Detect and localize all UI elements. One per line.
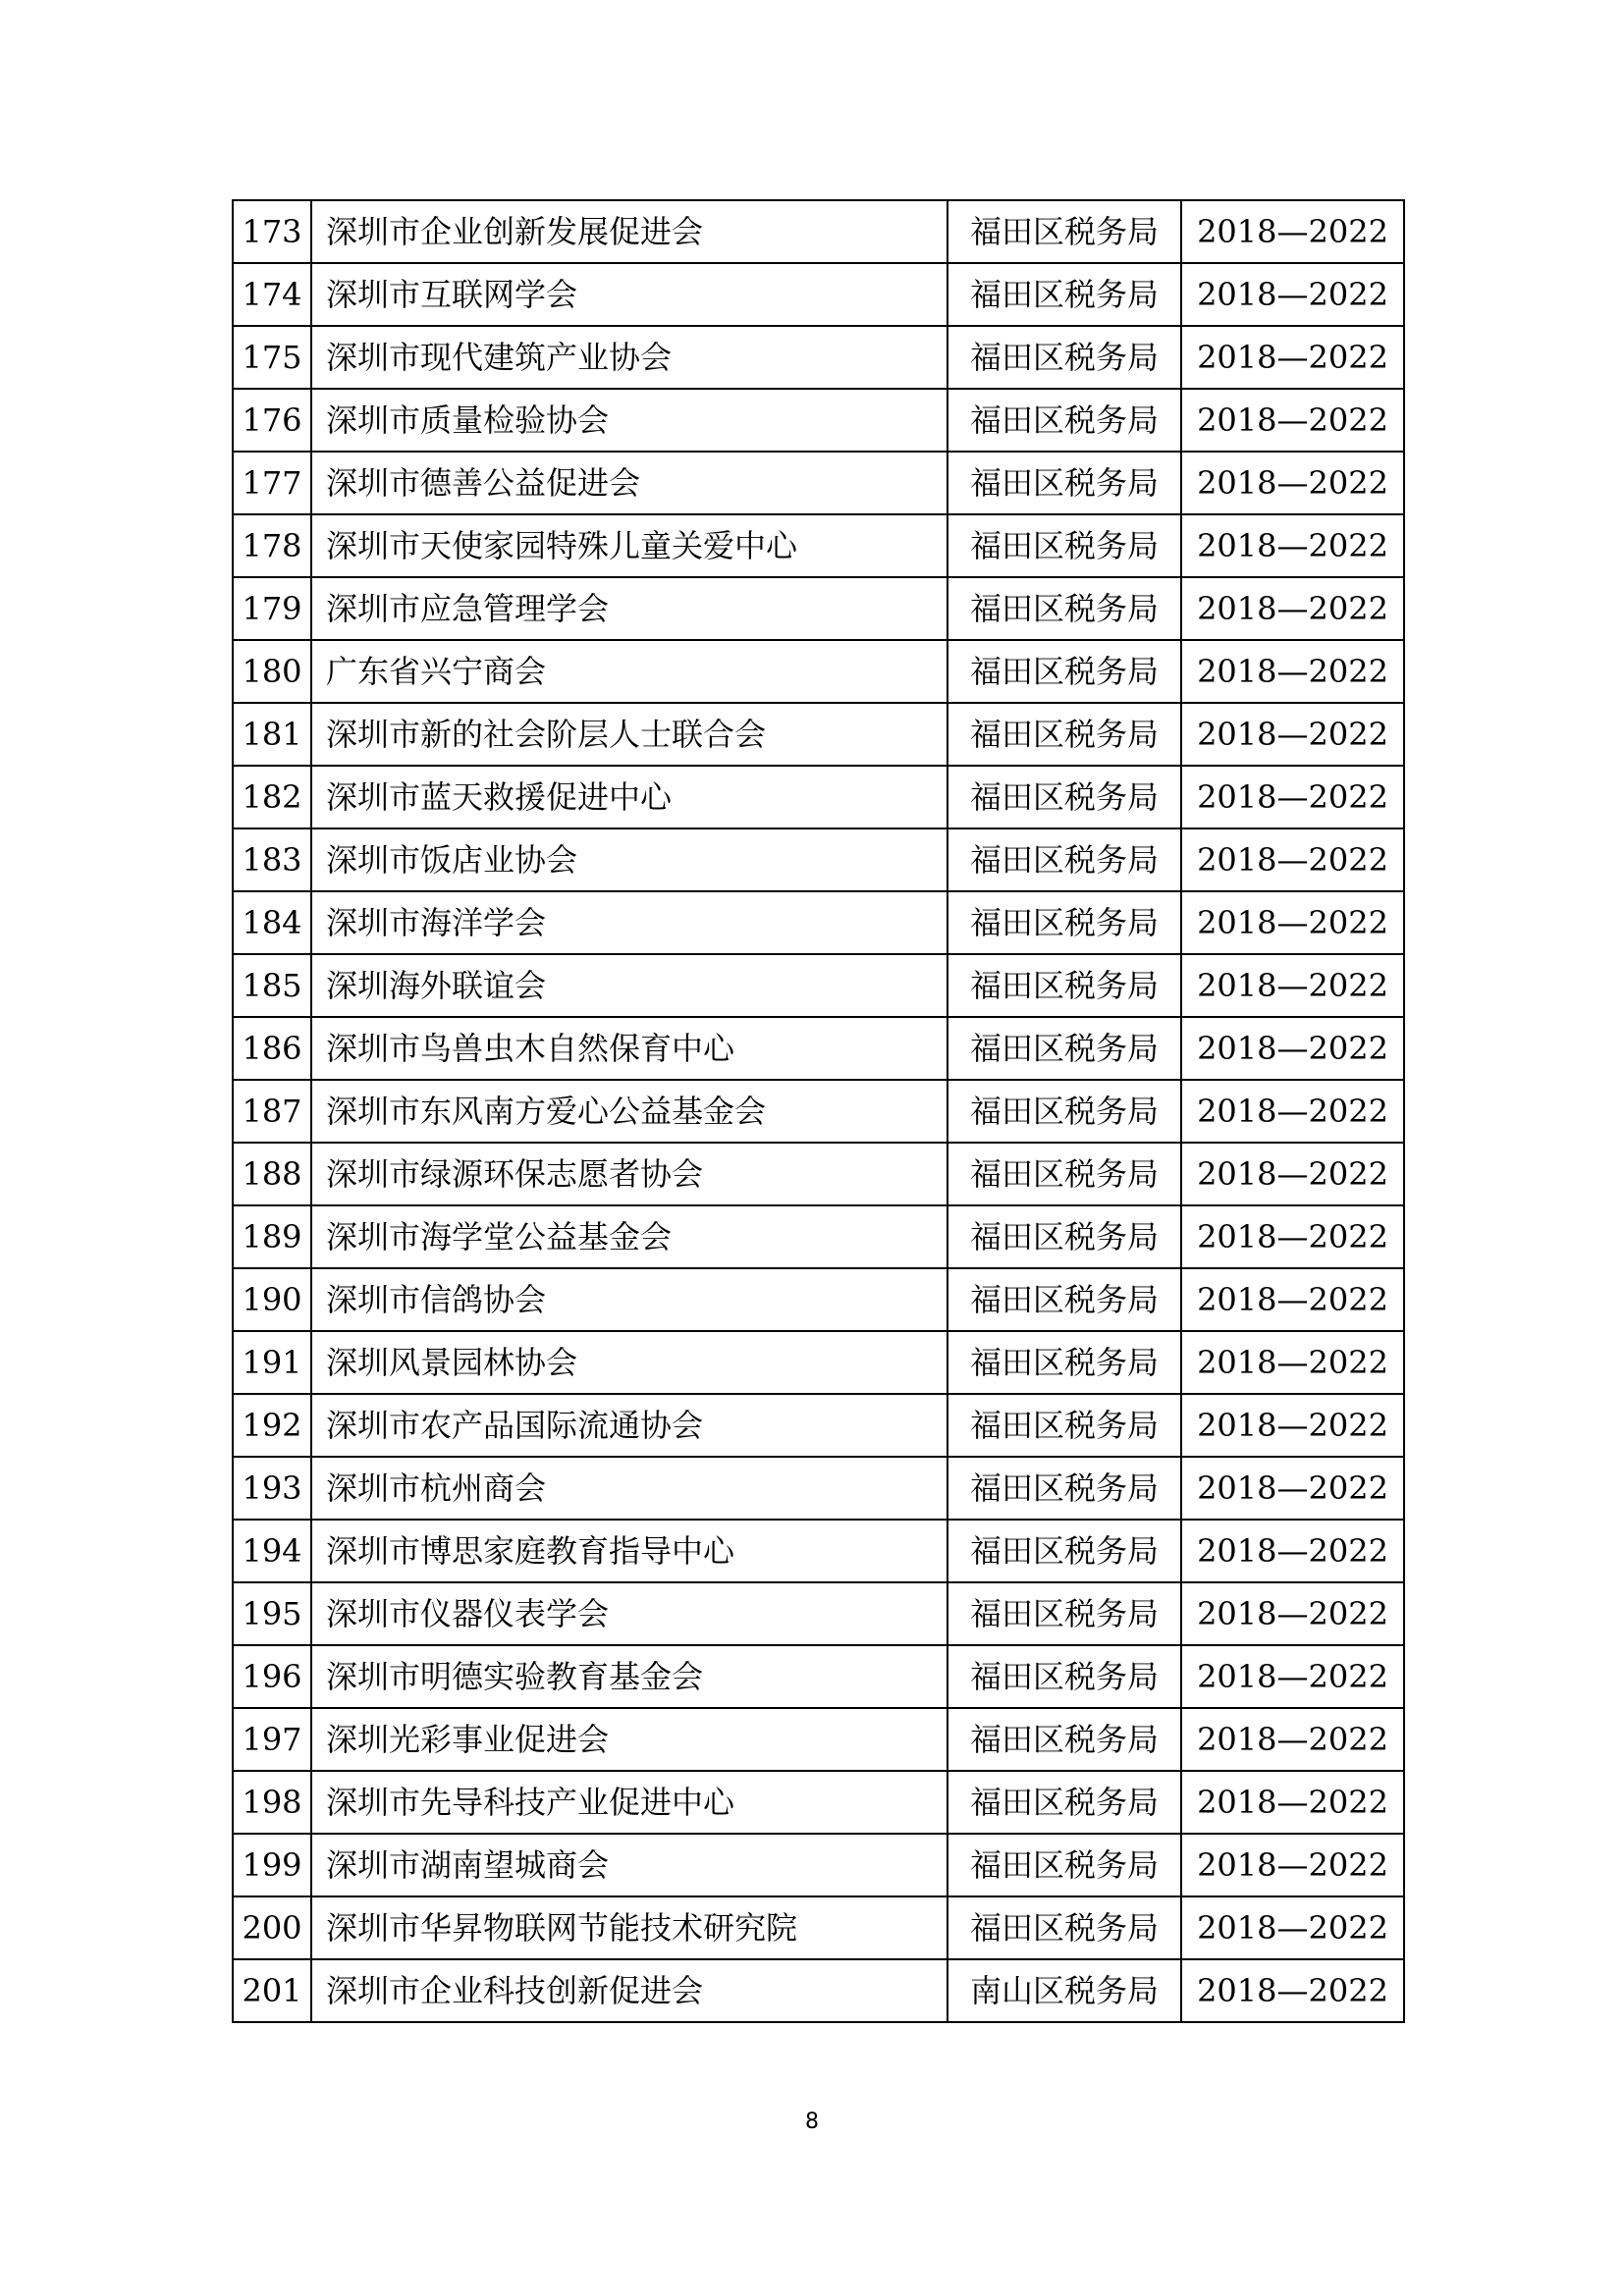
tax-bureau-cell: 福田区税务局 (947, 954, 1181, 1017)
organization-name-cell: 深圳市信鸽协会 (311, 1268, 947, 1331)
organization-name-cell: 深圳光彩事业促进会 (311, 1708, 947, 1771)
table-row (233, 1331, 1404, 1394)
table-row (233, 1143, 1404, 1205)
table-row (233, 1582, 1404, 1645)
year-range-cell: 2018—2022 (1181, 828, 1404, 891)
tax-bureau-cell: 福田区税务局 (947, 1143, 1181, 1205)
tax-bureau-cell: 福田区税务局 (947, 1080, 1181, 1143)
organization-name-cell: 深圳市鸟兽虫木自然保育中心 (311, 1017, 947, 1080)
table-row (233, 640, 1404, 703)
row-number-cell: 190 (233, 1268, 311, 1331)
row-number-cell: 177 (233, 452, 311, 514)
organization-name-cell: 深圳市东风南方爱心公益基金会 (311, 1080, 947, 1143)
row-number-cell: 182 (233, 766, 311, 828)
year-range-cell: 2018—2022 (1181, 1645, 1404, 1708)
table-row (233, 452, 1404, 514)
year-range-cell: 2018—2022 (1181, 766, 1404, 828)
year-range-cell: 2018—2022 (1181, 1205, 1404, 1268)
organization-name-cell: 深圳市饭店业协会 (311, 828, 947, 891)
table-row (233, 326, 1404, 389)
organization-name-cell: 深圳市海学堂公益基金会 (311, 1205, 947, 1268)
table-row (233, 1457, 1404, 1520)
row-number-cell: 175 (233, 326, 311, 389)
table-row (233, 389, 1404, 452)
row-number-cell: 178 (233, 514, 311, 577)
organization-name-cell: 深圳市天使家园特殊儿童关爱中心 (311, 514, 947, 577)
table-row (233, 703, 1404, 766)
organization-name-cell: 深圳风景园林协会 (311, 1331, 947, 1394)
row-number-cell: 180 (233, 640, 311, 703)
tax-bureau-cell: 福田区税务局 (947, 1645, 1181, 1708)
row-number-cell: 181 (233, 703, 311, 766)
row-number-cell: 199 (233, 1834, 311, 1896)
organization-name-cell: 深圳市互联网学会 (311, 263, 947, 326)
table-row (233, 1708, 1404, 1771)
row-number-cell: 196 (233, 1645, 311, 1708)
row-number-cell: 188 (233, 1143, 311, 1205)
year-range-cell: 2018—2022 (1181, 1582, 1404, 1645)
year-range-cell: 2018—2022 (1181, 640, 1404, 703)
row-number-cell: 193 (233, 1457, 311, 1520)
tax-bureau-cell: 福田区税务局 (947, 389, 1181, 452)
tax-bureau-cell: 福田区税务局 (947, 703, 1181, 766)
organization-name-cell: 深圳市杭州商会 (311, 1457, 947, 1520)
table-row (233, 954, 1404, 1017)
row-number-cell: 192 (233, 1394, 311, 1457)
row-number-cell: 191 (233, 1331, 311, 1394)
table-row (233, 1268, 1404, 1331)
row-number-cell: 195 (233, 1582, 311, 1645)
tax-bureau-cell: 福田区税务局 (947, 263, 1181, 326)
year-range-cell: 2018—2022 (1181, 1708, 1404, 1771)
year-range-cell: 2018—2022 (1181, 1394, 1404, 1457)
table-row (233, 1771, 1404, 1834)
organization-name-cell: 深圳市蓝天救援促进中心 (311, 766, 947, 828)
organization-name-cell: 深圳市仪器仪表学会 (311, 1582, 947, 1645)
tax-bureau-cell: 福田区税务局 (947, 1834, 1181, 1896)
organization-name-cell: 深圳市海洋学会 (311, 891, 947, 954)
tax-bureau-cell: 福田区税务局 (947, 1017, 1181, 1080)
organization-name-cell: 深圳市绿源环保志愿者协会 (311, 1143, 947, 1205)
tax-bureau-cell: 福田区税务局 (947, 1708, 1181, 1771)
organization-table (232, 199, 1405, 2023)
row-number-cell: 184 (233, 891, 311, 954)
page-number: 8 (805, 2109, 819, 2134)
row-number-cell: 183 (233, 828, 311, 891)
year-range-cell: 2018—2022 (1181, 1017, 1404, 1080)
tax-bureau-cell: 福田区税务局 (947, 1457, 1181, 1520)
row-number-cell: 189 (233, 1205, 311, 1268)
year-range-cell: 2018—2022 (1181, 1834, 1404, 1896)
year-range-cell: 2018—2022 (1181, 263, 1404, 326)
tax-bureau-cell: 福田区税务局 (947, 1268, 1181, 1331)
year-range-cell: 2018—2022 (1181, 1268, 1404, 1331)
organization-name-cell: 深圳市企业科技创新促进会 (311, 1959, 947, 2022)
tax-bureau-cell: 福田区税务局 (947, 1520, 1181, 1582)
table-row (233, 1205, 1404, 1268)
tax-bureau-cell: 福田区税务局 (947, 1582, 1181, 1645)
row-number-cell: 173 (233, 200, 311, 263)
year-range-cell: 2018—2022 (1181, 1457, 1404, 1520)
table-row (233, 263, 1404, 326)
tax-bureau-cell: 南山区税务局 (947, 1959, 1181, 2022)
year-range-cell: 2018—2022 (1181, 1771, 1404, 1834)
year-range-cell: 2018—2022 (1181, 200, 1404, 263)
year-range-cell: 2018—2022 (1181, 1959, 1404, 2022)
organization-name-cell: 深圳海外联谊会 (311, 954, 947, 1017)
organization-name-cell: 深圳市博思家庭教育指导中心 (311, 1520, 947, 1582)
organization-name-cell: 深圳市华昇物联网节能技术研究院 (311, 1896, 947, 1959)
year-range-cell: 2018—2022 (1181, 452, 1404, 514)
row-number-cell: 194 (233, 1520, 311, 1582)
tax-bureau-cell: 福田区税务局 (947, 1394, 1181, 1457)
organization-name-cell: 深圳市明德实验教育基金会 (311, 1645, 947, 1708)
table-row (233, 766, 1404, 828)
tax-bureau-cell: 福田区税务局 (947, 514, 1181, 577)
organization-name-cell: 深圳市新的社会阶层人士联合会 (311, 703, 947, 766)
table-row (233, 1017, 1404, 1080)
year-range-cell: 2018—2022 (1181, 514, 1404, 577)
row-number-cell: 197 (233, 1708, 311, 1771)
tax-bureau-cell: 福田区税务局 (947, 1331, 1181, 1394)
table-row (233, 1520, 1404, 1582)
tax-bureau-cell: 福田区税务局 (947, 577, 1181, 640)
year-range-cell: 2018—2022 (1181, 326, 1404, 389)
tax-bureau-cell: 福田区税务局 (947, 326, 1181, 389)
organization-name-cell: 深圳市现代建筑产业协会 (311, 326, 947, 389)
organization-name-cell: 深圳市湖南望城商会 (311, 1834, 947, 1896)
organization-name-cell: 深圳市企业创新发展促进会 (311, 200, 947, 263)
table-row (233, 891, 1404, 954)
row-number-cell: 187 (233, 1080, 311, 1143)
table-row (233, 1834, 1404, 1896)
table-row (233, 1080, 1404, 1143)
tax-bureau-cell: 福田区税务局 (947, 891, 1181, 954)
year-range-cell: 2018—2022 (1181, 1331, 1404, 1394)
year-range-cell: 2018—2022 (1181, 891, 1404, 954)
year-range-cell: 2018—2022 (1181, 1520, 1404, 1582)
table-row (233, 1394, 1404, 1457)
organization-name-cell: 深圳市农产品国际流通协会 (311, 1394, 947, 1457)
tax-bureau-cell: 福田区税务局 (947, 1205, 1181, 1268)
table-row (233, 828, 1404, 891)
year-range-cell: 2018—2022 (1181, 1143, 1404, 1205)
table-row (233, 1959, 1404, 2022)
tax-bureau-cell: 福田区税务局 (947, 766, 1181, 828)
tax-bureau-cell: 福田区税务局 (947, 828, 1181, 891)
year-range-cell: 2018—2022 (1181, 954, 1404, 1017)
row-number-cell: 186 (233, 1017, 311, 1080)
table-body (233, 200, 1404, 2022)
table-row (233, 200, 1404, 263)
row-number-cell: 198 (233, 1771, 311, 1834)
organization-name-cell: 深圳市德善公益促进会 (311, 452, 947, 514)
year-range-cell: 2018—2022 (1181, 389, 1404, 452)
year-range-cell: 2018—2022 (1181, 577, 1404, 640)
organization-name-cell: 深圳市质量检验协会 (311, 389, 947, 452)
year-range-cell: 2018—2022 (1181, 703, 1404, 766)
organization-name-cell: 深圳市先导科技产业促进中心 (311, 1771, 947, 1834)
tax-bureau-cell: 福田区税务局 (947, 452, 1181, 514)
table-row (233, 1645, 1404, 1708)
table-row (233, 514, 1404, 577)
row-number-cell: 185 (233, 954, 311, 1017)
table-row (233, 1896, 1404, 1959)
tax-bureau-cell: 福田区税务局 (947, 1771, 1181, 1834)
year-range-cell: 2018—2022 (1181, 1896, 1404, 1959)
tax-bureau-cell: 福田区税务局 (947, 1896, 1181, 1959)
year-range-cell: 2018—2022 (1181, 1080, 1404, 1143)
tax-bureau-cell: 福田区税务局 (947, 640, 1181, 703)
row-number-cell: 176 (233, 389, 311, 452)
organization-name-cell: 广东省兴宁商会 (311, 640, 947, 703)
table-row (233, 577, 1404, 640)
tax-bureau-cell: 福田区税务局 (947, 200, 1181, 263)
row-number-cell: 179 (233, 577, 311, 640)
row-number-cell: 200 (233, 1896, 311, 1959)
organization-name-cell: 深圳市应急管理学会 (311, 577, 947, 640)
row-number-cell: 201 (233, 1959, 311, 2022)
row-number-cell: 174 (233, 263, 311, 326)
